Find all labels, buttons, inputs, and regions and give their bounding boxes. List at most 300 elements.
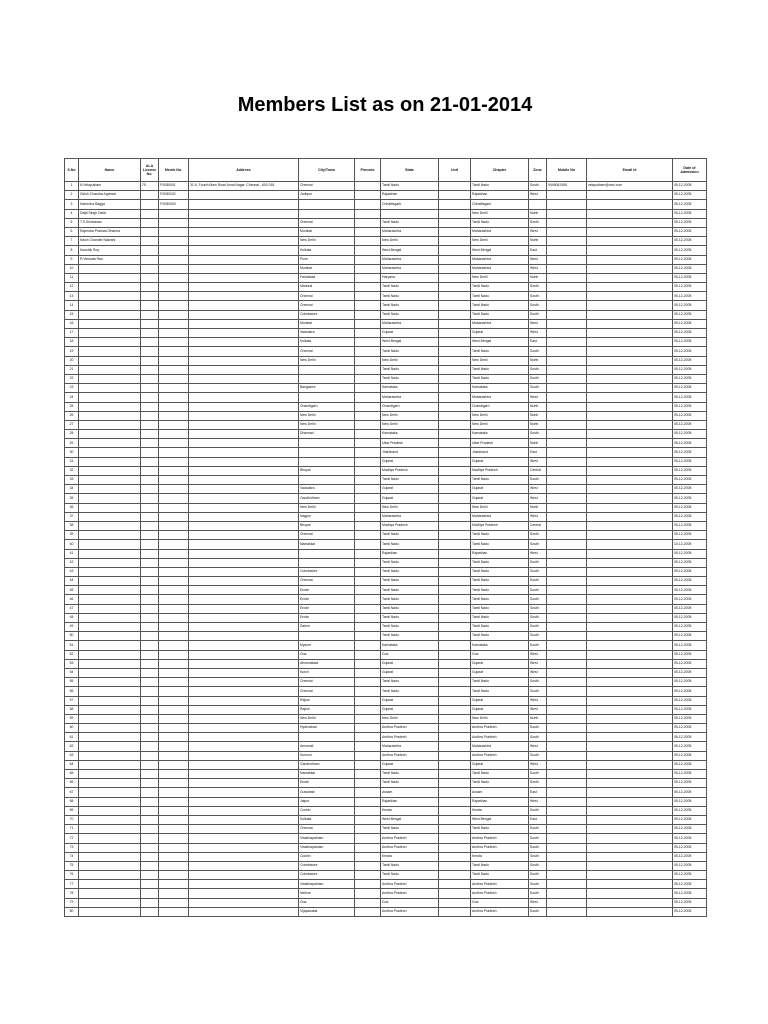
member-name-cell — [79, 476, 141, 485]
pincode-cell — [355, 292, 381, 301]
unit-cell — [439, 411, 471, 420]
table-row — [65, 310, 707, 319]
admission-date-cell: 05-12-2005 — [673, 448, 707, 457]
address-cell — [189, 209, 299, 218]
mobile-number-cell — [547, 567, 587, 576]
unit-cell — [439, 329, 471, 338]
row-number-cell: 73 — [65, 843, 79, 852]
row-number-cell: 1 — [65, 182, 79, 191]
table-row — [65, 494, 707, 503]
state-cell: Gujarat — [381, 668, 439, 677]
chapter-cell: New Delhi — [471, 420, 529, 429]
email-id-cell — [587, 742, 673, 751]
admission-date-cell: 05-12-2005 — [673, 797, 707, 806]
row-number-cell: 7 — [65, 237, 79, 246]
table-row — [65, 448, 707, 457]
mobile-number-cell — [547, 227, 587, 236]
mobile-number-cell — [547, 724, 587, 733]
city-cell — [299, 476, 355, 485]
unit-cell — [439, 365, 471, 374]
table-row — [65, 227, 707, 236]
zone-cell: West — [529, 696, 547, 705]
unit-cell — [439, 724, 471, 733]
table-row — [65, 430, 707, 439]
mobile-number-cell — [547, 696, 587, 705]
city-cell: Salem — [299, 623, 355, 632]
unit-cell — [439, 714, 471, 723]
admission-date-cell: 05-12-2005 — [673, 742, 707, 751]
address-cell — [189, 540, 299, 549]
mobile-number-cell — [547, 420, 587, 429]
city-cell: Nellore — [299, 889, 355, 898]
admission-date-cell: 05-12-2005 — [673, 898, 707, 907]
member-name-cell — [79, 705, 141, 714]
table-row — [65, 273, 707, 282]
state-cell: Tamil Nadu — [381, 365, 439, 374]
city-cell: Namakkal — [299, 540, 355, 549]
unit-cell — [439, 420, 471, 429]
address-cell — [189, 476, 299, 485]
state-cell: Madhya Pradesh — [381, 521, 439, 530]
row-number-cell: 51 — [65, 641, 79, 650]
mobile-number-cell — [547, 457, 587, 466]
chapter-cell: Maharashtra — [471, 512, 529, 521]
member-name-cell — [79, 558, 141, 567]
chapter-cell: Goa — [471, 650, 529, 659]
email-id-cell — [587, 540, 673, 549]
state-cell: Tamil Nadu — [381, 310, 439, 319]
state-cell: Gujarat — [381, 494, 439, 503]
address-cell — [189, 494, 299, 503]
chapter-cell: Maharashtra — [471, 319, 529, 328]
mobile-number-cell — [547, 632, 587, 641]
row-number-cell: 40 — [65, 540, 79, 549]
license-number-cell — [141, 485, 159, 494]
unit-cell — [439, 531, 471, 540]
unit-cell — [439, 815, 471, 824]
row-number-cell: 3 — [65, 200, 79, 209]
city-cell: Chennai — [299, 347, 355, 356]
member-name-cell — [79, 567, 141, 576]
admission-date-cell: 05-12-2005 — [673, 558, 707, 567]
admission-date-cell: 05-12-2005 — [673, 227, 707, 236]
membership-number-cell — [159, 641, 189, 650]
email-id-cell — [587, 613, 673, 622]
state-cell: Tamil Nadu — [381, 374, 439, 383]
admission-date-cell: 05-12-2005 — [673, 852, 707, 861]
admission-date-cell: 05-12-2005 — [673, 604, 707, 613]
address-cell — [189, 200, 299, 209]
chapter-cell: Gujarat — [471, 696, 529, 705]
chapter-cell: Tamil Nadu — [471, 825, 529, 834]
pincode-cell — [355, 577, 381, 586]
member-name-cell — [79, 632, 141, 641]
mobile-number-cell — [547, 806, 587, 815]
chapter-cell: Maharashtra — [471, 227, 529, 236]
mobile-number-cell — [547, 512, 587, 521]
address-cell — [189, 825, 299, 834]
membership-number-cell — [159, 668, 189, 677]
chapter-cell: New Delhi — [471, 237, 529, 246]
column-header: Mobile No — [547, 159, 587, 182]
admission-date-cell: 05-12-2005 — [673, 907, 707, 916]
pincode-cell — [355, 779, 381, 788]
chapter-cell: Tamil Nadu — [471, 374, 529, 383]
state-cell: Tamil Nadu — [381, 678, 439, 687]
address-cell — [189, 448, 299, 457]
license-number-cell — [141, 779, 159, 788]
table-row — [65, 402, 707, 411]
state-cell: Goa — [381, 898, 439, 907]
admission-date-cell: 05-12-2005 — [673, 696, 707, 705]
state-cell: Andhra Pradesh — [381, 907, 439, 916]
license-number-cell — [141, 586, 159, 595]
city-cell: Chennai — [299, 577, 355, 586]
address-cell — [189, 733, 299, 742]
mobile-number-cell — [547, 503, 587, 512]
email-id-cell — [587, 512, 673, 521]
address-cell — [189, 779, 299, 788]
admission-date-cell: 05-12-2005 — [673, 393, 707, 402]
chapter-cell: Karnataka — [471, 384, 529, 393]
pincode-cell — [355, 880, 381, 889]
license-number-cell — [141, 696, 159, 705]
email-id-cell — [587, 237, 673, 246]
license-number-cell — [141, 742, 159, 751]
address-cell — [189, 751, 299, 760]
city-cell: New Delhi — [299, 356, 355, 365]
chapter-cell: Andhra Pradesh — [471, 889, 529, 898]
membership-number-cell — [159, 586, 189, 595]
license-number-cell — [141, 430, 159, 439]
mobile-number-cell — [547, 623, 587, 632]
pincode-cell — [355, 182, 381, 191]
membership-number-cell — [159, 733, 189, 742]
admission-date-cell: 05-12-2005 — [673, 200, 707, 209]
admission-date-cell: 05-12-2005 — [673, 641, 707, 650]
license-number-cell — [141, 540, 159, 549]
row-number-cell: 67 — [65, 788, 79, 797]
zone-cell: South — [529, 880, 547, 889]
membership-number-cell — [159, 889, 189, 898]
address-cell — [189, 788, 299, 797]
email-id-cell — [587, 595, 673, 604]
pincode-cell — [355, 439, 381, 448]
unit-cell — [439, 457, 471, 466]
pincode-cell — [355, 457, 381, 466]
member-name-cell — [79, 365, 141, 374]
address-cell — [189, 503, 299, 512]
address-cell — [189, 880, 299, 889]
state-cell: Rajasthan — [381, 549, 439, 558]
member-name-cell — [79, 797, 141, 806]
mobile-number-cell — [547, 255, 587, 264]
city-cell — [299, 457, 355, 466]
city-cell — [299, 209, 355, 218]
email-id-cell — [587, 760, 673, 769]
unit-cell — [439, 779, 471, 788]
address-cell — [189, 301, 299, 310]
table-row — [65, 347, 707, 356]
state-cell: Tamil Nadu — [381, 871, 439, 880]
member-name-cell — [79, 512, 141, 521]
city-cell: Kolkata — [299, 338, 355, 347]
zone-cell: West — [529, 494, 547, 503]
address-cell — [189, 439, 299, 448]
state-cell: Tamil Nadu — [381, 540, 439, 549]
mobile-number-cell — [547, 393, 587, 402]
row-number-cell: 19 — [65, 347, 79, 356]
column-header: Zone — [529, 159, 547, 182]
city-cell — [299, 558, 355, 567]
address-cell — [189, 329, 299, 338]
city-cell: Coimbatore — [299, 567, 355, 576]
city-cell: Vadodara — [299, 329, 355, 338]
table-row — [65, 770, 707, 779]
email-id-cell — [587, 623, 673, 632]
admission-date-cell: 05-12-2005 — [673, 567, 707, 576]
unit-cell — [439, 540, 471, 549]
city-cell: Amravati — [299, 742, 355, 751]
email-id-cell — [587, 687, 673, 696]
unit-cell — [439, 549, 471, 558]
row-number-cell: 45 — [65, 586, 79, 595]
membership-number-cell — [159, 604, 189, 613]
member-name-cell: Girish Chandra Agarwal — [79, 191, 141, 200]
row-number-cell: 55 — [65, 678, 79, 687]
unit-cell — [439, 595, 471, 604]
unit-cell — [439, 430, 471, 439]
table-row — [65, 439, 707, 448]
unit-cell — [439, 641, 471, 650]
pincode-cell — [355, 714, 381, 723]
table-row — [65, 852, 707, 861]
unit-cell — [439, 246, 471, 255]
state-cell: Maharashtra — [381, 264, 439, 273]
city-cell: Rajkot — [299, 705, 355, 714]
table-row — [65, 871, 707, 880]
member-name-cell — [79, 880, 141, 889]
address-cell — [189, 411, 299, 420]
address-cell: 31 A, Fourth Main Road Anna Nagar, Chennai - 600 018 — [189, 182, 299, 191]
pincode-cell — [355, 365, 381, 374]
pincode-cell — [355, 200, 381, 209]
state-cell: Tamil Nadu — [381, 623, 439, 632]
chapter-cell: Tamil Nadu — [471, 218, 529, 227]
row-number-cell: 9 — [65, 255, 79, 264]
unit-cell — [439, 237, 471, 246]
zone-cell: South — [529, 558, 547, 567]
zone-cell: West — [529, 512, 547, 521]
membership-number-cell — [159, 751, 189, 760]
license-number-cell — [141, 797, 159, 806]
email-id-cell — [587, 815, 673, 824]
unit-cell — [439, 338, 471, 347]
admission-date-cell: 05-12-2005 — [673, 549, 707, 558]
pincode-cell — [355, 586, 381, 595]
email-id-cell — [587, 356, 673, 365]
city-cell: Bhopal — [299, 521, 355, 530]
chapter-cell: Tamil Nadu — [471, 595, 529, 604]
address-cell — [189, 806, 299, 815]
mobile-number-cell — [547, 485, 587, 494]
admission-date-cell: 05-12-2005 — [673, 264, 707, 273]
membership-number-cell — [159, 871, 189, 880]
zone-cell: East — [529, 788, 547, 797]
row-number-cell: 30 — [65, 448, 79, 457]
email-id-cell — [587, 724, 673, 733]
row-number-cell: 64 — [65, 760, 79, 769]
table-row — [65, 632, 707, 641]
state-cell: Tamil Nadu — [381, 347, 439, 356]
license-number-cell — [141, 659, 159, 668]
row-number-cell: 2 — [65, 191, 79, 200]
email-id-cell — [587, 485, 673, 494]
chapter-cell: Karnataka — [471, 641, 529, 650]
zone-cell — [529, 200, 547, 209]
row-number-cell: 50 — [65, 632, 79, 641]
table-row — [65, 880, 707, 889]
row-number-cell: 52 — [65, 650, 79, 659]
member-name-cell — [79, 623, 141, 632]
admission-date-cell: 05-12-2005 — [673, 724, 707, 733]
state-cell: Tamil Nadu — [381, 586, 439, 595]
table-row — [65, 521, 707, 530]
mobile-number-cell — [547, 200, 587, 209]
unit-cell — [439, 209, 471, 218]
state-cell: West Bengal — [381, 338, 439, 347]
unit-cell — [439, 476, 471, 485]
license-number-cell — [141, 788, 159, 797]
admission-date-cell: 05-12-2005 — [673, 678, 707, 687]
mobile-number-cell — [547, 788, 587, 797]
row-number-cell: 34 — [65, 485, 79, 494]
license-number-cell — [141, 402, 159, 411]
unit-cell — [439, 292, 471, 301]
unit-cell — [439, 659, 471, 668]
membership-number-cell — [159, 843, 189, 852]
chapter-cell: Kerala — [471, 806, 529, 815]
unit-cell — [439, 439, 471, 448]
row-number-cell: 59 — [65, 714, 79, 723]
membership-number-cell — [159, 347, 189, 356]
admission-date-cell: 05-12-2005 — [673, 255, 707, 264]
address-cell — [189, 632, 299, 641]
row-number-cell: 70 — [65, 815, 79, 824]
city-cell: Mysore — [299, 641, 355, 650]
membership-number-cell — [159, 714, 189, 723]
unit-cell — [439, 687, 471, 696]
row-number-cell: 11 — [65, 273, 79, 282]
membership-number-cell — [159, 365, 189, 374]
unit-cell — [439, 604, 471, 613]
license-number-cell — [141, 255, 159, 264]
email-id-cell — [587, 871, 673, 880]
chapter-cell: Gujarat — [471, 485, 529, 494]
pincode-cell — [355, 852, 381, 861]
membership-number-cell — [159, 301, 189, 310]
state-cell: Maharashtra — [381, 742, 439, 751]
address-cell — [189, 521, 299, 530]
zone-cell: West — [529, 191, 547, 200]
table-row — [65, 668, 707, 677]
member-name-cell — [79, 531, 141, 540]
pincode-cell — [355, 742, 381, 751]
mobile-number-cell — [547, 861, 587, 870]
row-number-cell: 42 — [65, 558, 79, 567]
zone-cell: West — [529, 650, 547, 659]
address-cell — [189, 834, 299, 843]
address-cell — [189, 678, 299, 687]
mobile-number-cell — [547, 448, 587, 457]
member-name-cell — [79, 384, 141, 393]
membership-number-cell — [159, 310, 189, 319]
email-id-cell — [587, 825, 673, 834]
city-cell: Erode — [299, 586, 355, 595]
city-cell: New Delhi — [299, 411, 355, 420]
chapter-cell: New Delhi — [471, 209, 529, 218]
email-id-cell — [587, 586, 673, 595]
address-cell — [189, 347, 299, 356]
license-number-cell — [141, 237, 159, 246]
city-cell — [299, 448, 355, 457]
member-name-cell — [79, 356, 141, 365]
mobile-number-cell — [547, 365, 587, 374]
chapter-cell: Tamil Nadu — [471, 182, 529, 191]
unit-cell — [439, 696, 471, 705]
email-id-cell — [587, 347, 673, 356]
table-row — [65, 457, 707, 466]
chapter-cell: Tamil Nadu — [471, 365, 529, 374]
license-number-cell — [141, 907, 159, 916]
mobile-number-cell — [547, 659, 587, 668]
member-name-cell: Kaushik Roy — [79, 246, 141, 255]
zone-cell: South — [529, 613, 547, 622]
table-row — [65, 264, 707, 273]
row-number-cell: 54 — [65, 668, 79, 677]
row-number-cell: 10 — [65, 264, 79, 273]
license-number-cell — [141, 806, 159, 815]
zone-cell: South — [529, 724, 547, 733]
membership-number-cell — [159, 549, 189, 558]
pincode-cell — [355, 797, 381, 806]
address-cell — [189, 687, 299, 696]
email-id-cell — [587, 880, 673, 889]
member-name-cell — [79, 760, 141, 769]
license-number-cell — [141, 632, 159, 641]
membership-number-cell — [159, 255, 189, 264]
unit-cell — [439, 264, 471, 273]
row-number-cell: 49 — [65, 623, 79, 632]
address-cell — [189, 815, 299, 824]
membership-number-cell — [159, 567, 189, 576]
mobile-number-cell — [547, 549, 587, 558]
unit-cell — [439, 347, 471, 356]
license-number-cell — [141, 760, 159, 769]
pincode-cell — [355, 668, 381, 677]
mobile-number-cell — [547, 760, 587, 769]
mobile-number-cell — [547, 494, 587, 503]
pincode-cell — [355, 402, 381, 411]
state-cell: Rajasthan — [381, 191, 439, 200]
mobile-number-cell — [547, 329, 587, 338]
email-id-cell — [587, 907, 673, 916]
chapter-cell: Andhra Pradesh — [471, 907, 529, 916]
zone-cell: North — [529, 503, 547, 512]
membership-number-cell — [159, 384, 189, 393]
admission-date-cell: 05-12-2005 — [673, 577, 707, 586]
address-cell — [189, 871, 299, 880]
